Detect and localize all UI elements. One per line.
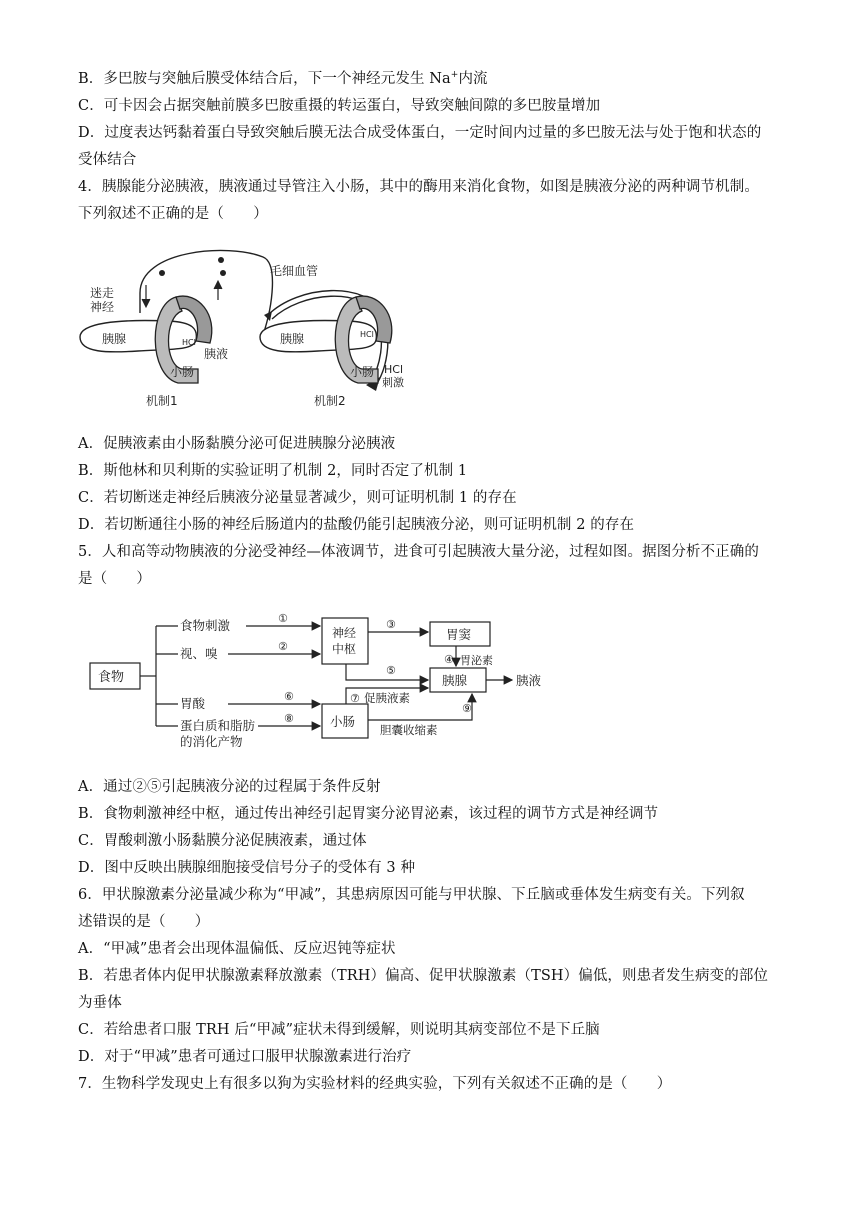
q3-option-d-line2: 受体结合 [78, 152, 137, 168]
q5-option-a: A．通过②⑤引起胰液分泌的过程属于条件反射 [78, 779, 381, 795]
label-gastrin: 胃泌素 [460, 654, 493, 667]
label-pancreatic-juice: 胰液 [204, 347, 229, 361]
label-digestion-products-2: 的消化产物 [180, 734, 243, 749]
label-hcl-stimulus-2: 刺激 [382, 376, 404, 389]
q6-option-a: A．“甲减”患者会出现体温偏低、反应迟钝等症状 [78, 941, 396, 957]
mechanism1-diagram [80, 250, 272, 408]
label-hcl: HCl [360, 330, 374, 339]
pancreas-shape [260, 321, 376, 352]
q4-stem-line1: 4．胰腺能分泌胰液，胰液通过导管注入小肠，其中的酶用来消化食物，如图是胰液分泌的两种调节机制。 [78, 179, 759, 195]
label-digestion-products-1: 蛋白质和脂肪 [180, 718, 256, 733]
mechanism2-diagram [260, 264, 404, 408]
label-pancreatic-juice: 胰液 [516, 673, 542, 688]
q5-option-b: B．食物刺激神经中枢，通过传出神经引起胃窦分泌胃泌素，该过程的调节方式是神经调节 [78, 806, 659, 822]
q6-option-c: C．若给患者口服 TRH 后“甲减”症状未得到缓解，则说明其病变部位不是下丘脑 [78, 1022, 600, 1038]
q5-option-d: D．图中反映出胰腺细胞接受信号分子的受体有 3 种 [78, 860, 416, 876]
label-food-stimulus: 食物刺激 [180, 618, 231, 633]
nerve-node [220, 270, 226, 276]
label-food: 食物 [98, 670, 125, 685]
label-small-intestine: 小肠 [350, 365, 375, 379]
pancreas-shape [80, 321, 196, 352]
q6-stem-line2: 述错误的是（ ） [78, 914, 210, 930]
q6-option-b-line1: B．若患者体内促甲状腺激素释放激素（TRH）偏高、促甲状腺激素（TSH）偏低，则患者发生病变的部位 [78, 968, 769, 984]
q6-option-b-line2: 为垂体 [78, 995, 122, 1011]
label-sight-smell: 视、嗅 [180, 646, 218, 661]
label-step-2: ② [278, 640, 288, 653]
label-step-6: ⑥ [284, 690, 294, 703]
q4-option-a: A．促胰液素由小肠黏膜分泌可促进胰腺分泌胰液 [78, 436, 396, 452]
label-hcl: HCl [182, 338, 196, 347]
label-small-intestine: 小肠 [170, 365, 195, 379]
label-step-1: ① [278, 612, 288, 625]
q3-option-b: B．多巴胺与突触后膜受体结合后，下一个神经元发生 Na+内流 [78, 70, 488, 87]
box-neural-center [322, 618, 368, 664]
label-step-5: ⑤ [386, 664, 396, 677]
q3-option-d-line1: D．过度表达钙黏着蛋白导致突触后膜无法合成受体蛋白，一定时间内过量的多巴胺无法与处于饱和状态的 [78, 125, 762, 141]
q5-stem-line2: 是（ ） [78, 571, 151, 587]
q5-regulation-diagram [88, 608, 558, 753]
q5-option-c: C．胃酸刺激小肠黏膜分泌促胰液素，通过体 [78, 833, 367, 849]
label-neural-center-2: 中枢 [332, 642, 357, 656]
label-step-7: ⑦ [350, 692, 360, 705]
q5-stem-line1: 5．人和高等动物胰液的分泌受神经—体液调节，进食可引起胰液大量分泌，过程如图。据图分析不正确的 [78, 544, 759, 560]
q4-stem-line2: 下列叙述不正确的是（ ） [78, 206, 268, 222]
label-secretin: 促胰液素 [364, 691, 410, 705]
label-capillary: 毛细血管 [270, 264, 319, 278]
label-neural-center-1: 神经 [332, 626, 357, 640]
caption-mechanism2: 机制2 [314, 394, 346, 408]
caption-mechanism1: 机制1 [146, 394, 178, 408]
label-cholecystokinin: 胆囊收缩素 [380, 723, 438, 737]
label-pancreas: 胰腺 [280, 332, 305, 346]
q7-stem: 7．生物科学发现史上有很多以狗为实验材料的经典实验，下列有关叙述不正确的是（ ） [78, 1076, 672, 1092]
q3-option-c: C．可卡因会占据突触前膜多巴胺重摄的转运蛋白，导致突触间隙的多巴胺量增加 [78, 98, 601, 114]
label-pancreas: 胰腺 [102, 332, 127, 346]
label-hcl-stimulus-1: HCl [384, 363, 404, 376]
nerve-node [218, 257, 224, 263]
label-step-3: ③ [386, 618, 396, 631]
label-step-8: ⑧ [284, 712, 294, 725]
q4-option-b: B．斯他林和贝利斯的实验证明了机制 2，同时否定了机制 1 [78, 463, 468, 479]
q6-stem-line1: 6．甲状腺激素分泌量减少称为“甲减”，其患病原因可能与甲状腺、下丘脑或垂体发生病变有关。下列叙 [78, 887, 745, 903]
label-small-intestine: 小肠 [330, 714, 356, 729]
q4-mechanism-figure [78, 245, 438, 415]
label-gastric-antrum: 胃窦 [446, 627, 472, 642]
q4-option-d: D．若切断通往小肠的神经后肠道内的盐酸仍能引起胰液分泌，则可证明机制 2 的存在 [78, 517, 635, 533]
label-gastric-acid: 胃酸 [180, 696, 206, 711]
label-step-9: ⑨ [462, 702, 472, 715]
q6-option-d: D．对于“甲减”患者可通过口服甲状腺激素进行治疗 [78, 1049, 412, 1065]
nerve-node [159, 270, 165, 276]
label-vagus-2: 神经 [90, 300, 115, 314]
label-step-4: ④ [444, 653, 454, 666]
q4-option-c: C．若切断迷走神经后胰液分泌量显著减少，则可证明机制 1 的存在 [78, 490, 517, 506]
label-vagus-1: 迷走 [90, 286, 115, 300]
label-pancreas: 胰腺 [442, 673, 468, 688]
